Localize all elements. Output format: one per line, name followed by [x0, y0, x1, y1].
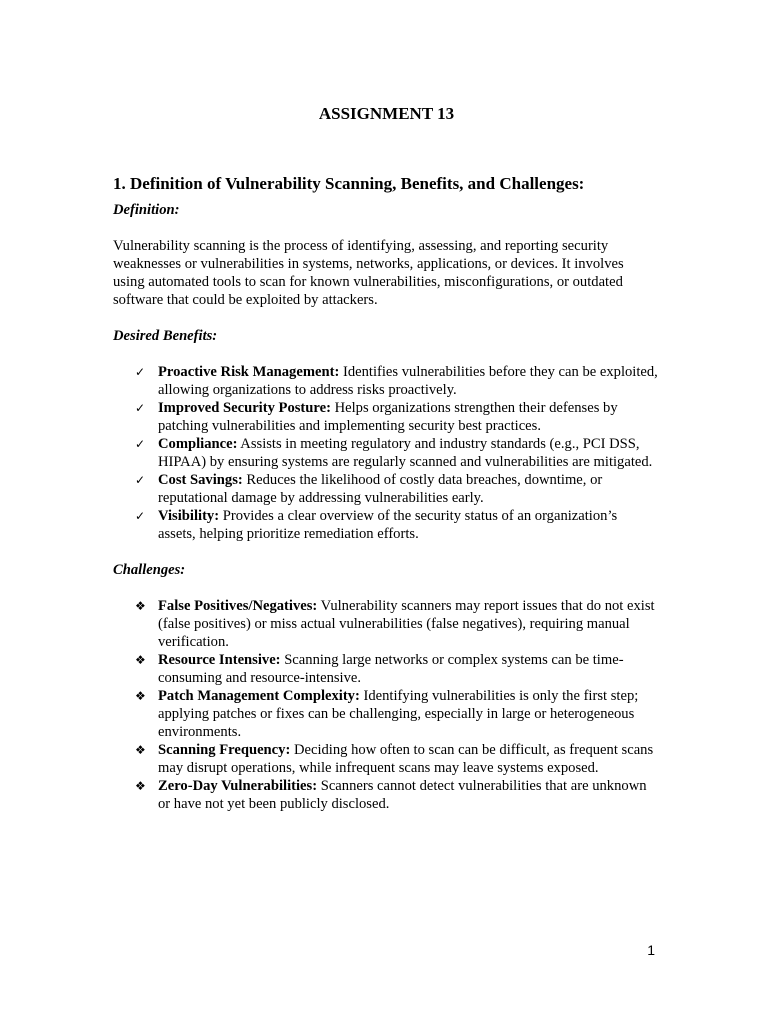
challenge-term: Zero-Day Vulnerabilities:	[158, 778, 318, 794]
benefits-list	[113, 363, 658, 543]
benefit-item	[113, 363, 658, 399]
benefit-item	[113, 399, 658, 435]
benefit-term: Visibility:	[158, 508, 220, 524]
challenge-text: Vulnerability scanners may report issues that do not exist (false positives) or miss actual vulnerabilities (false negatives), requiring manual verification.	[158, 598, 655, 650]
diamond-bullet-icon: ❖	[135, 743, 146, 757]
checkmark-icon: ✓	[135, 509, 146, 523]
challenge-text: Scanners cannot detect vulnerabilities that are unknown or have not yet been publicly disclosed.	[158, 778, 647, 812]
section-heading: 1. Definition of Vulnerability Scanning, Benefits, and Challenges:	[113, 174, 585, 193]
checkmark-icon: ✓	[135, 437, 146, 451]
challenge-item	[113, 777, 658, 813]
challenge-term: Patch Management Complexity:	[158, 688, 360, 704]
benefit-text: Helps organizations strengthen their defenses by patching vulnerabilities and implementing security best practices.	[158, 400, 618, 434]
benefit-item	[113, 471, 658, 507]
challenges-label: Challenges:	[113, 562, 186, 578]
definition-label: Definition:	[113, 202, 180, 218]
definition-paragraph: Vulnerability scanning is the process of identifying, assessing, and reporting security weaknesses or vulnerabilities in systems, networks, applications, or devices. It involves using automated tools to scan for known vulnerabilities, misconfigurations, or outdated software that could be exploited by attackers.	[113, 238, 624, 308]
benefit-term: Proactive Risk Management:	[158, 364, 340, 380]
challenge-item	[113, 651, 658, 687]
challenge-item	[113, 741, 658, 777]
diamond-bullet-icon: ❖	[135, 689, 146, 703]
benefit-item	[113, 435, 658, 471]
challenge-term: Resource Intensive:	[158, 652, 281, 668]
diamond-bullet-icon: ❖	[135, 653, 146, 667]
challenge-text: Deciding how often to scan can be difficult, as frequent scans may disrupt operations, while infrequent scans may leave systems exposed.	[158, 742, 654, 776]
challenge-term: Scanning Frequency:	[158, 742, 291, 758]
benefit-term: Compliance:	[158, 436, 238, 452]
benefit-item	[113, 507, 658, 543]
benefit-text: Identifies vulnerabilities before they can be exploited, allowing organizations to address risks proactively.	[158, 364, 658, 398]
document-title: ASSIGNMENT 13	[318, 104, 455, 123]
benefit-text: Provides a clear overview of the security status of an organization’s assets, helping prioritize remediation efforts.	[158, 508, 618, 542]
checkmark-icon: ✓	[135, 365, 146, 379]
diamond-bullet-icon: ❖	[135, 779, 146, 793]
benefit-term: Cost Savings:	[158, 472, 243, 488]
checkmark-icon: ✓	[135, 401, 146, 415]
challenge-item	[113, 687, 658, 741]
benefit-term: Improved Security Posture:	[158, 400, 331, 416]
checkmark-icon: ✓	[135, 473, 146, 487]
challenges-list	[113, 597, 658, 813]
benefit-text: Reduces the likelihood of costly data breaches, downtime, or reputational damage by addressing vulnerabilities early.	[158, 472, 603, 506]
page-number: 1	[647, 942, 655, 958]
diamond-bullet-icon: ❖	[135, 599, 146, 613]
benefit-text: Assists in meeting regulatory and industry standards (e.g., PCI DSS, HIPAA) by ensuring systems are regularly scanned and vulnerabilities are mitigated.	[158, 436, 653, 470]
challenge-term: False Positives/Negatives:	[158, 598, 318, 614]
challenge-text: Identifying vulnerabilities is only the first step; applying patches or fixes can be challenging, especially in large or heterogeneous environments.	[158, 688, 639, 740]
challenge-item	[113, 597, 658, 651]
page-content	[113, 103, 658, 813]
benefits-label: Desired Benefits:	[113, 328, 218, 344]
challenge-text: Scanning large networks or complex systems can be time-consuming and resource-intensive.	[158, 652, 624, 686]
